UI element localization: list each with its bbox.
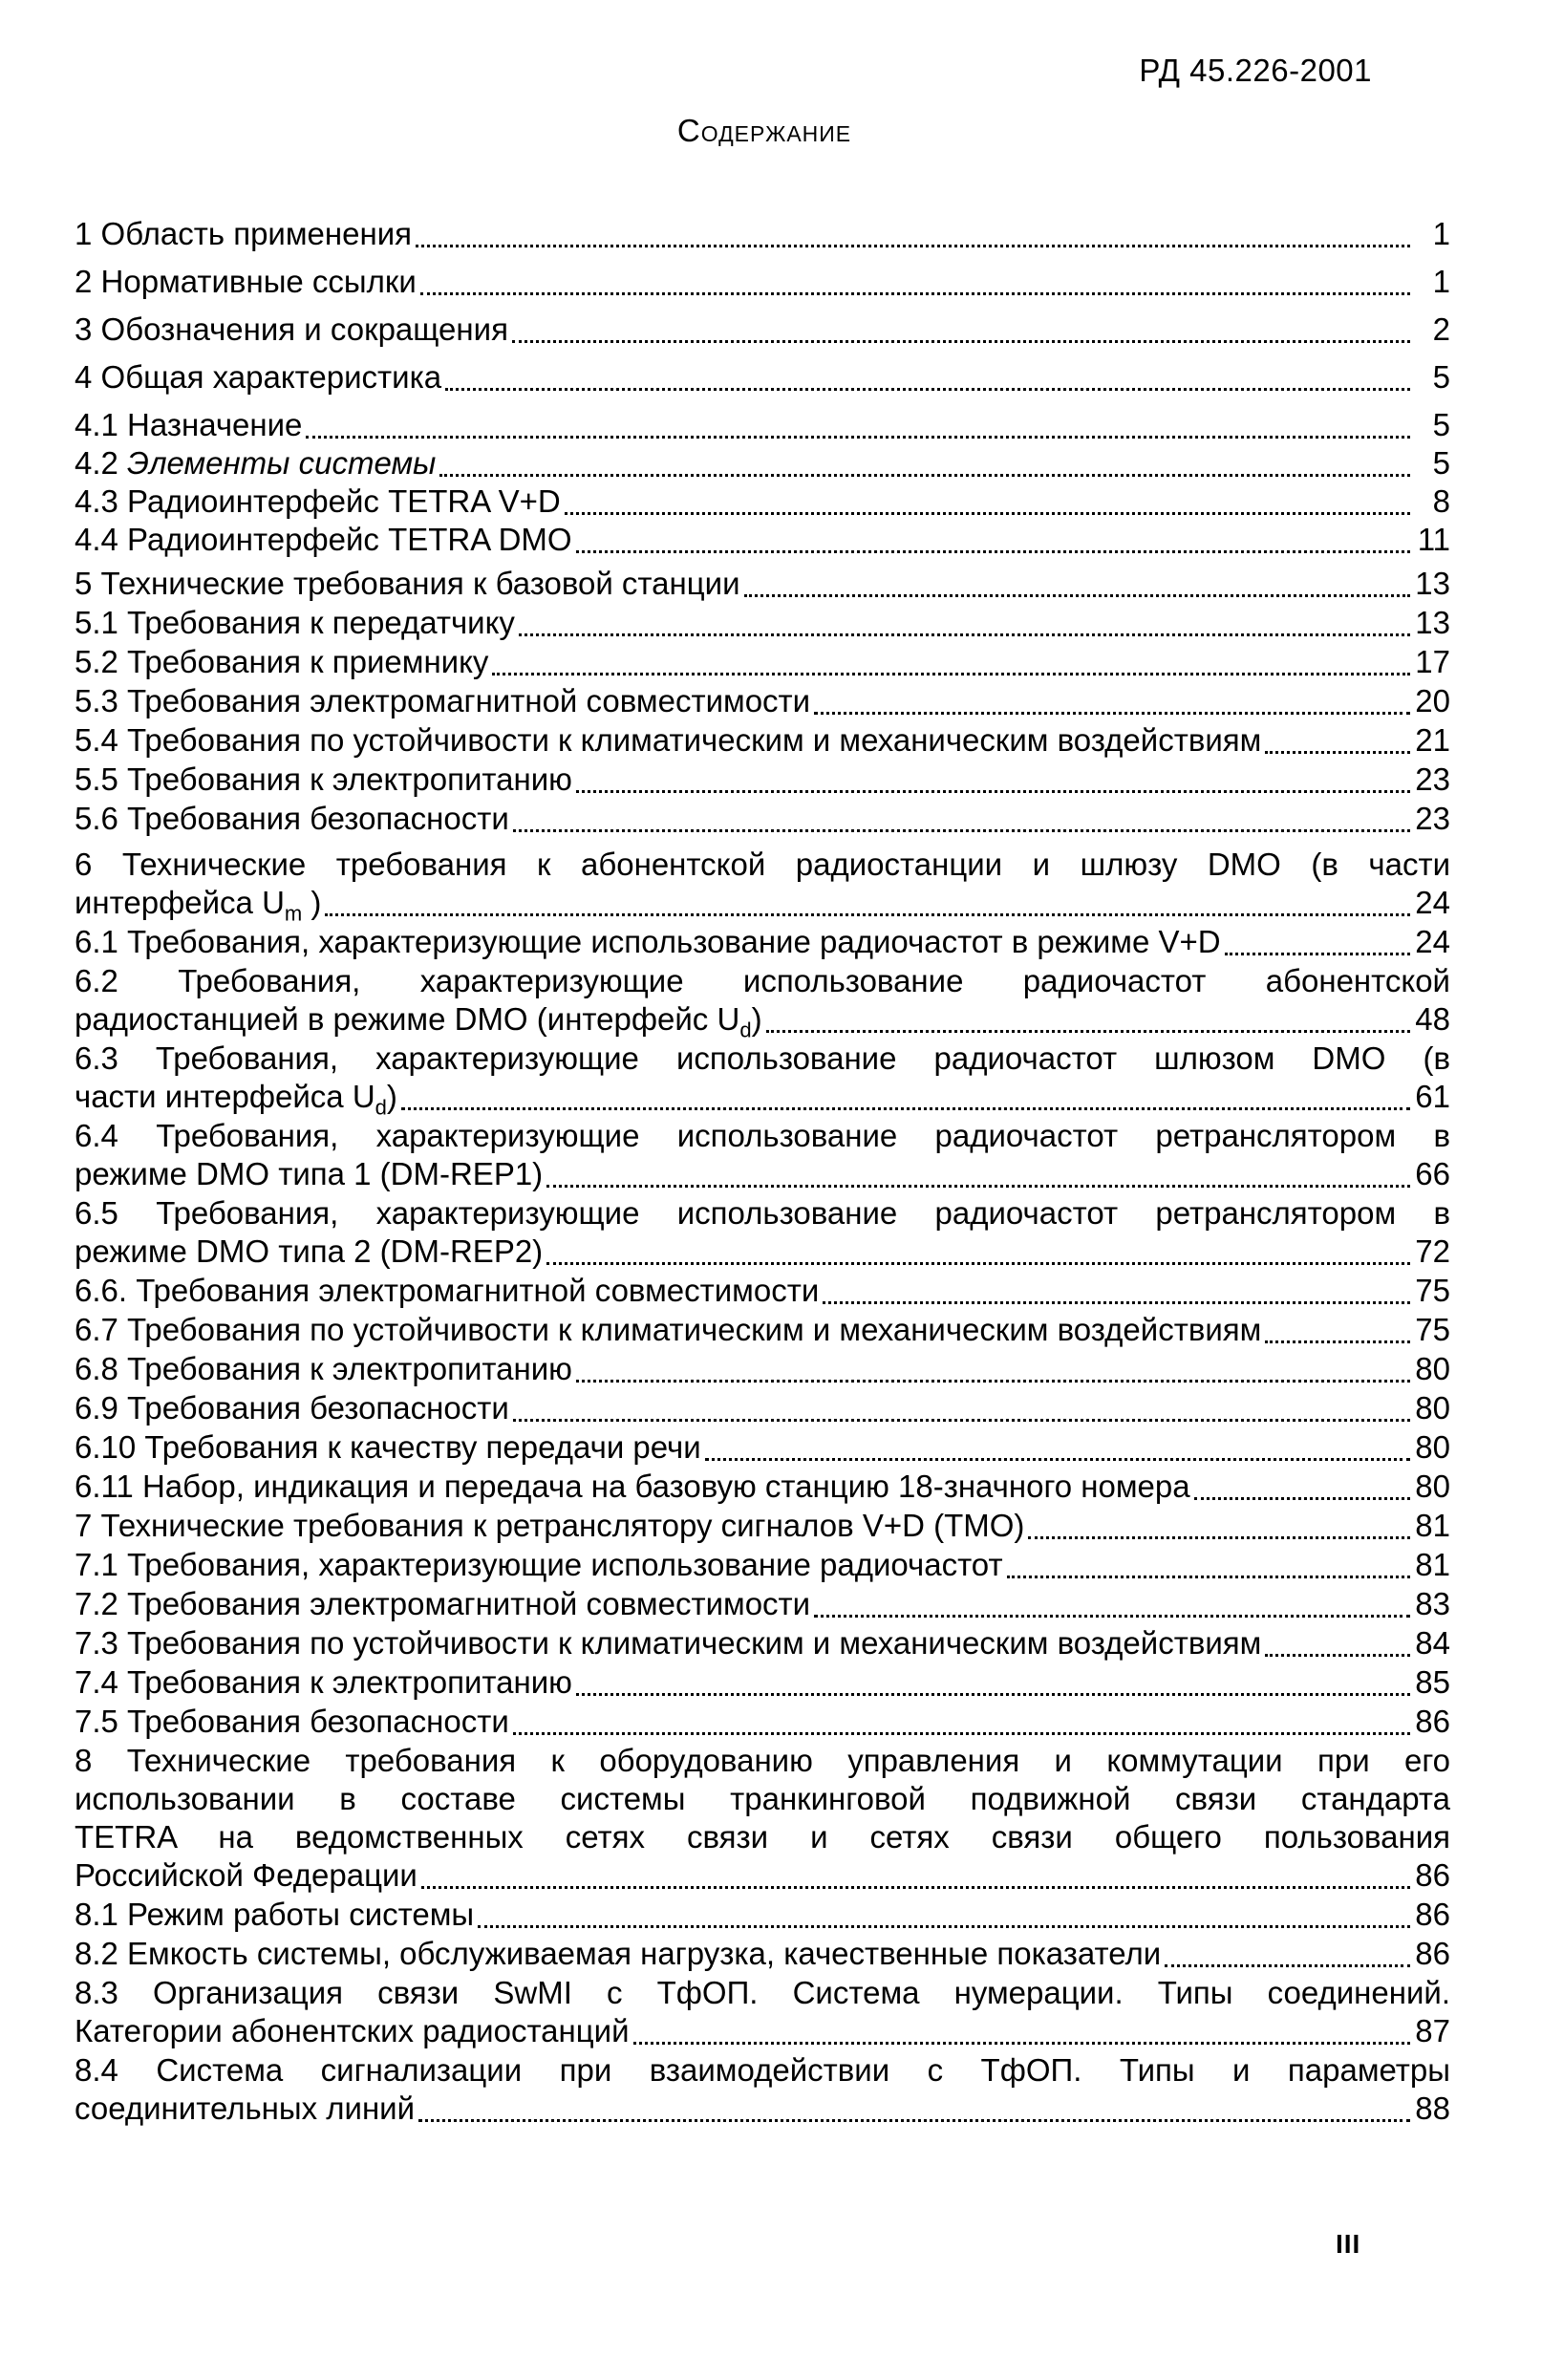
- dot-leader: [1265, 1640, 1410, 1657]
- toc-entry-line: [75, 1117, 1450, 1155]
- toc-entry-page: 21: [1415, 722, 1450, 758]
- dot-leader: [1165, 1951, 1410, 1967]
- toc-entry-number: 4.4: [75, 522, 118, 557]
- toc-entry: [75, 1935, 1450, 1973]
- toc-entry-page: 24: [1415, 924, 1450, 959]
- toc-entry-page: 48: [1415, 1001, 1450, 1037]
- toc-entry-number: 5.3: [75, 683, 118, 718]
- toc-entry-number: 6.5: [75, 1195, 118, 1231]
- toc-entry-title: Требования электромагнитной совместимости: [127, 683, 811, 718]
- toc-entry-subscript: m: [284, 901, 303, 926]
- toc-entry: [75, 1272, 1450, 1310]
- toc-entry-title: [75, 2090, 415, 2128]
- toc-entry: [75, 1585, 1450, 1623]
- toc-entry-number: 8.2: [75, 1936, 118, 1971]
- toc-entry-title-part: ): [386, 1079, 397, 1114]
- toc-entry-page: 72: [1415, 1233, 1450, 1269]
- toc-entry-page: 5: [1432, 359, 1450, 395]
- toc-entry-page: 87: [1415, 2013, 1450, 2048]
- toc-entry-label: [75, 263, 417, 301]
- dot-leader: [492, 659, 1410, 675]
- toc-entry-number: 2: [75, 264, 93, 299]
- toc-entry-label: [75, 358, 441, 397]
- toc-entry: [75, 643, 1450, 681]
- toc-entry-title: [75, 1078, 397, 1120]
- toc-entry-title: Технические требования к оборудованию управления и коммутации при его: [126, 1743, 1450, 1778]
- toc-entry-page: 83: [1415, 1586, 1450, 1621]
- toc-entry: [75, 1703, 1450, 1741]
- dot-leader: [306, 422, 1410, 439]
- toc-entry-title: Требования, характеризующие использование радиочастот ретранслятором в: [156, 1195, 1450, 1231]
- toc-entry-page: 23: [1415, 801, 1450, 836]
- toc-entry-page: 13: [1415, 566, 1450, 601]
- dot-leader: [416, 231, 1410, 247]
- toc-entry-line: [75, 1780, 1450, 1818]
- toc-entry-title: Требования к электропитанию: [127, 1664, 572, 1700]
- toc-entry: [75, 1468, 1450, 1506]
- toc-entry-line: [75, 962, 1450, 1000]
- toc-entry-title-part: интерфейса U: [75, 885, 285, 920]
- toc-entry-number: 4.2: [75, 445, 118, 481]
- toc-entry-title: Область применения: [100, 216, 413, 251]
- toc-entry-title: Требования электромагнитной совместимости: [136, 1273, 820, 1308]
- toc-entry-label: [75, 215, 412, 253]
- toc-entry-title: Емкость системы, обслуживаемая нагрузка, качественные показатели: [127, 1936, 1162, 1971]
- dot-leader: [1265, 738, 1410, 754]
- toc-entry-number: 6: [75, 847, 93, 882]
- toc-entry-label: [75, 923, 1221, 961]
- toc-entry-title: Требования к качеству передачи речи: [144, 1429, 701, 1465]
- toc-entry-page: 66: [1415, 1156, 1450, 1191]
- toc-entry-title: Обозначения и сокращения: [100, 311, 508, 347]
- toc-entry-label: [75, 1663, 572, 1702]
- dot-leader: [421, 1873, 1410, 1889]
- dot-leader: [705, 1445, 1410, 1461]
- dot-leader: [445, 375, 1410, 391]
- toc-entry-title: [75, 1000, 762, 1042]
- toc-entry-number: 6.1: [75, 924, 118, 959]
- toc-entry-line: [75, 2051, 1450, 2090]
- toc-entry-number: 6.9: [75, 1390, 118, 1426]
- dot-leader: [519, 620, 1410, 636]
- toc-entry-number: 6.8: [75, 1351, 118, 1386]
- toc-entry-page: 86: [1415, 1704, 1450, 1739]
- toc-entry: [75, 311, 1450, 349]
- toc-entry-title-part: части интерфейса U: [75, 1079, 375, 1114]
- dot-leader: [565, 499, 1410, 515]
- toc-entry-subscript: d: [739, 1018, 752, 1042]
- toc-entry-title: Режим работы системы: [127, 1897, 475, 1932]
- toc-entry-title: Требования по устойчивости к климатическим и механическим воздействиям: [127, 1625, 1262, 1661]
- toc-entry-number: 6.3: [75, 1040, 118, 1076]
- toc-entry-number: 4: [75, 359, 93, 395]
- toc-entry-page: 75: [1415, 1273, 1450, 1308]
- toc-entry-line: [75, 1818, 1450, 1856]
- dot-leader: [576, 537, 1410, 553]
- toc-entry-label: [75, 565, 740, 603]
- dot-leader: [1265, 1327, 1410, 1343]
- toc-entry-label: [75, 604, 515, 642]
- dot-leader: [546, 1171, 1410, 1188]
- toc-entry-number: 6.7: [75, 1312, 118, 1347]
- dot-leader: [823, 1288, 1410, 1304]
- toc-entry: [75, 682, 1450, 720]
- toc-entry-number: 7.2: [75, 1586, 118, 1621]
- toc-entry-number: 5.5: [75, 761, 118, 797]
- toc-entry-title: TETRA на ведомственных сетях связи и сетях связи общего пользования: [75, 1819, 1450, 1855]
- toc-entry-label: [75, 761, 572, 799]
- toc-entry-page: 2: [1432, 311, 1450, 347]
- toc-entry-line: [75, 1040, 1450, 1078]
- toc-entry-label: [75, 311, 508, 349]
- toc-entry-number: 7.4: [75, 1664, 118, 1700]
- toc-entry-title: Общая характеристика: [100, 359, 442, 395]
- toc-entry: [75, 846, 1451, 926]
- toc-entry: [75, 521, 1450, 559]
- toc-entry-number: 4.1: [75, 407, 118, 442]
- toc-entry-title: Технические требования к ретранслятору сигналов V+D (TMO): [100, 1508, 1025, 1543]
- toc-entry-label: [75, 444, 436, 482]
- toc-entry-title-part: радиостанцией в режиме DMO (интерфейс U: [75, 1001, 740, 1037]
- page-folio: III: [1336, 2229, 1361, 2259]
- toc-entry: [75, 482, 1450, 521]
- toc-entry: [75, 1742, 1450, 1895]
- toc-entry-title-part: ): [302, 885, 322, 920]
- toc-entry-label: [75, 1896, 474, 1934]
- toc-entry: [75, 923, 1450, 961]
- toc-entry-page: 11: [1417, 522, 1450, 557]
- toc-entry: [75, 215, 1450, 253]
- toc-entry-line: [75, 846, 1450, 884]
- toc-entry-title: Требования к электропитанию: [127, 1351, 572, 1386]
- toc-heading: Содержание: [676, 113, 852, 148]
- toc-entry-title: Требования безопасности: [127, 1704, 509, 1739]
- toc-entry-title: Радиоинтерфейс TETRA DMO: [127, 522, 572, 557]
- toc-entry: [75, 1896, 1450, 1934]
- toc-entry-page: 86: [1415, 1857, 1450, 1893]
- toc-entry-title: [75, 1856, 418, 1895]
- dot-leader: [633, 2028, 1410, 2045]
- dot-leader: [513, 1719, 1410, 1735]
- toc-entry: [75, 761, 1450, 799]
- toc-entry-page: 84: [1415, 1625, 1450, 1661]
- table-of-contents: [75, 215, 1450, 2128]
- toc-entry-number: 7.3: [75, 1625, 118, 1661]
- toc-entry-number: 7: [75, 1508, 93, 1543]
- toc-entry-title: Требования безопасности: [127, 801, 509, 836]
- dot-leader: [766, 1017, 1410, 1033]
- toc-entry-page: 88: [1415, 2091, 1450, 2126]
- toc-entry-number: 8.1: [75, 1897, 118, 1932]
- toc-entry-title: Требования по устойчивости к климатическим и механическим воздействиям: [127, 722, 1262, 758]
- toc-entry-number: 8: [75, 1743, 93, 1778]
- toc-entry-number: 5.4: [75, 722, 118, 758]
- toc-entry-title: Технические требования к абонентской радиостанции и шлюзу DMO (в части: [121, 847, 1451, 882]
- toc-entry-page: 5: [1432, 445, 1450, 481]
- toc-entry-number: 8.3: [75, 1975, 118, 2010]
- toc-entry-title: Требования, характеризующие использование радиочастот шлюзом DMO (в: [155, 1040, 1450, 1076]
- toc-entry-page: 13: [1415, 605, 1450, 640]
- toc-entry-title: Организация связи SwMI с ТфОП. Система нумерации. Типы соединений.: [153, 1975, 1450, 2010]
- toc-entry-title-part: ): [751, 1001, 762, 1037]
- dot-leader: [1007, 1562, 1410, 1578]
- toc-entry-title: Требования по устойчивости к климатическим и механическим воздействиям: [127, 1312, 1262, 1347]
- toc-entry-page: 80: [1415, 1390, 1450, 1426]
- dot-leader: [1225, 939, 1410, 955]
- toc-entry: [75, 1311, 1450, 1349]
- toc-entry-page: 81: [1415, 1508, 1450, 1543]
- toc-entry-page: 17: [1415, 644, 1450, 679]
- toc-entry-title: [75, 1155, 543, 1193]
- toc-entry: [75, 1546, 1450, 1584]
- toc-entry-page: 24: [1415, 885, 1450, 920]
- toc-entry-label: [75, 1311, 1261, 1349]
- toc-entry-page: 85: [1415, 1664, 1450, 1700]
- toc-entry-page: 80: [1415, 1351, 1450, 1386]
- toc-entry-title-part: режиме DMO типа 1 (DM-REP1): [75, 1156, 544, 1191]
- toc-entry-title: [75, 884, 322, 926]
- toc-entry: [75, 263, 1450, 301]
- toc-entry-label: [75, 1389, 509, 1427]
- toc-entry-title-part: Категории абонентских радиостанций: [75, 2013, 630, 2048]
- toc-entry-page: 1: [1432, 264, 1450, 299]
- toc-entry-label: [75, 406, 302, 444]
- toc-entry-page: 5: [1432, 407, 1450, 442]
- toc-entry-page: 80: [1415, 1469, 1450, 1504]
- dot-leader: [1028, 1523, 1410, 1539]
- toc-entry-number: 5.6: [75, 801, 118, 836]
- toc-entry-number: 5.1: [75, 605, 118, 640]
- toc-entry-number: 6.4: [75, 1118, 118, 1153]
- toc-entry-page: 8: [1432, 483, 1450, 519]
- dot-leader: [576, 777, 1410, 793]
- toc-entry: [75, 444, 1450, 482]
- toc-entry-title-part: соединительных линий: [75, 2091, 416, 2126]
- dot-leader: [401, 1094, 1410, 1110]
- toc-entry-label: [75, 1546, 1003, 1584]
- toc-entry-title-part: режиме DMO типа 2 (DM-REP2): [75, 1233, 544, 1269]
- toc-entry-page: 86: [1415, 1897, 1450, 1932]
- toc-entry-page: 61: [1415, 1079, 1450, 1114]
- toc-entry: [75, 1389, 1450, 1427]
- toc-entry: [75, 1117, 1450, 1193]
- toc-entry-label: [75, 1428, 701, 1467]
- dot-leader: [325, 900, 1410, 916]
- toc-entry-number: 7.1: [75, 1547, 118, 1582]
- toc-entry-title-part: Российской Федерации: [75, 1857, 418, 1893]
- toc-entry-label: [75, 1272, 819, 1310]
- toc-entry-label: [75, 800, 509, 838]
- toc-entry: [75, 358, 1450, 397]
- toc-entry-title: Требования, характеризующие использование радиочастот в режиме V+D: [127, 924, 1221, 959]
- dot-leader: [546, 1249, 1410, 1265]
- toc-entry-subscript: d: [375, 1095, 387, 1120]
- toc-entry-label: [75, 1703, 509, 1741]
- toc-entry-title: Технические требования к базовой станции: [100, 566, 740, 601]
- toc-entry-label: [75, 1624, 1261, 1662]
- document-code: РД 45.226-2001: [1139, 53, 1372, 88]
- toc-entry-number: 7.5: [75, 1704, 118, 1739]
- toc-entry-number: 6.10: [75, 1429, 137, 1465]
- toc-entry-number: 3: [75, 311, 93, 347]
- toc-entry-title: Радиоинтерфейс TETRA V+D: [127, 483, 561, 519]
- toc-entry-title: Требования, характеризующие использование радиочастот: [127, 1547, 1003, 1582]
- toc-entry: [75, 1040, 1450, 1120]
- toc-entry-title: Требования безопасности: [127, 1390, 509, 1426]
- toc-entry: [75, 721, 1450, 760]
- toc-entry: [75, 604, 1450, 642]
- toc-entry-label: [75, 1507, 1024, 1545]
- toc-entry: [75, 565, 1450, 603]
- toc-entry-label: [75, 1935, 1161, 1973]
- dot-leader: [744, 581, 1410, 597]
- dot-leader: [814, 1601, 1410, 1618]
- toc-entry-label: [75, 682, 810, 720]
- toc-entry-page: 86: [1415, 1936, 1450, 1971]
- toc-entry-line: [75, 1742, 1450, 1780]
- dot-leader: [814, 698, 1410, 715]
- toc-entry-number: 5.2: [75, 644, 118, 679]
- dot-leader: [478, 1912, 1410, 1928]
- toc-entry-number: 5: [75, 566, 93, 601]
- dot-leader: [513, 1405, 1410, 1422]
- toc-entry-title: Требования, характеризующие использование радиочастот ретранслятором в: [156, 1118, 1450, 1153]
- toc-entry-page: 1: [1432, 216, 1450, 251]
- toc-entry-page: 75: [1415, 1312, 1450, 1347]
- toc-entry-title: [75, 2012, 630, 2050]
- toc-entry-title: Система сигнализации при взаимодействии с ТфОП. Типы и параметры: [156, 2052, 1450, 2088]
- toc-entry-page: 23: [1415, 761, 1450, 797]
- toc-entry-label: [75, 1350, 572, 1388]
- toc-entry-label: [75, 643, 488, 681]
- toc-entry-label: [75, 721, 1261, 760]
- toc-entry: [75, 1194, 1450, 1271]
- toc-entry-number: 1: [75, 216, 93, 251]
- toc-entry: [75, 1624, 1450, 1662]
- toc-entry: [75, 1663, 1450, 1702]
- toc-entry-page: 20: [1415, 683, 1450, 718]
- toc-entry-title: Требования к приемнику: [127, 644, 489, 679]
- toc-entry-number: 8.4: [75, 2052, 118, 2088]
- toc-entry-number: 6.6.: [75, 1273, 128, 1308]
- toc-entry-title: Нормативные ссылки: [100, 264, 417, 299]
- dot-leader: [512, 327, 1410, 343]
- toc-entry-label: [75, 482, 561, 521]
- dot-leader: [576, 1680, 1410, 1696]
- dot-leader: [418, 2106, 1410, 2122]
- toc-entry-title: Элементы системы: [127, 445, 437, 481]
- toc-entry-label: [75, 1468, 1190, 1506]
- dot-leader: [576, 1366, 1410, 1383]
- toc-entry: [75, 1428, 1450, 1467]
- toc-entry: [75, 406, 1450, 444]
- toc-entry-line: [75, 1194, 1450, 1233]
- dot-leader: [439, 461, 1410, 477]
- dot-leader: [1194, 1484, 1410, 1500]
- toc-entry-line: [75, 1974, 1450, 2012]
- toc-entry-title: Требования к электропитанию: [127, 761, 572, 797]
- toc-entry-number: 6.2: [75, 963, 118, 998]
- toc-entry-number: 6.11: [75, 1469, 134, 1504]
- toc-entry-label: [75, 1585, 810, 1623]
- toc-entry: [75, 800, 1450, 838]
- toc-entry-title: Требования электромагнитной совместимости: [127, 1586, 811, 1621]
- dot-leader: [420, 279, 1410, 295]
- toc-entry: [75, 2051, 1450, 2128]
- toc-entry: [75, 1350, 1450, 1388]
- toc-entry-label: [75, 521, 572, 559]
- toc-entry-title: Назначение: [127, 407, 303, 442]
- toc-entry-title: использовании в составе системы транкинговой подвижной связи стандарта: [75, 1781, 1450, 1816]
- toc-entry-page: 81: [1415, 1547, 1450, 1582]
- toc-entry-number: 4.3: [75, 483, 118, 519]
- toc-entry-title: Требования, характеризующие использование радиочастот абонентской: [178, 963, 1450, 998]
- toc-entry-title: Набор, индикация и передача на базовую станцию 18-значного номера: [141, 1469, 1190, 1504]
- toc-entry-page: 80: [1415, 1429, 1450, 1465]
- dot-leader: [513, 816, 1410, 832]
- toc-entry-title: Требования к передатчику: [127, 605, 515, 640]
- toc-entry: [75, 962, 1450, 1042]
- toc-entry: [75, 1507, 1450, 1545]
- toc-entry-title: [75, 1233, 543, 1271]
- toc-entry: [75, 1974, 1450, 2050]
